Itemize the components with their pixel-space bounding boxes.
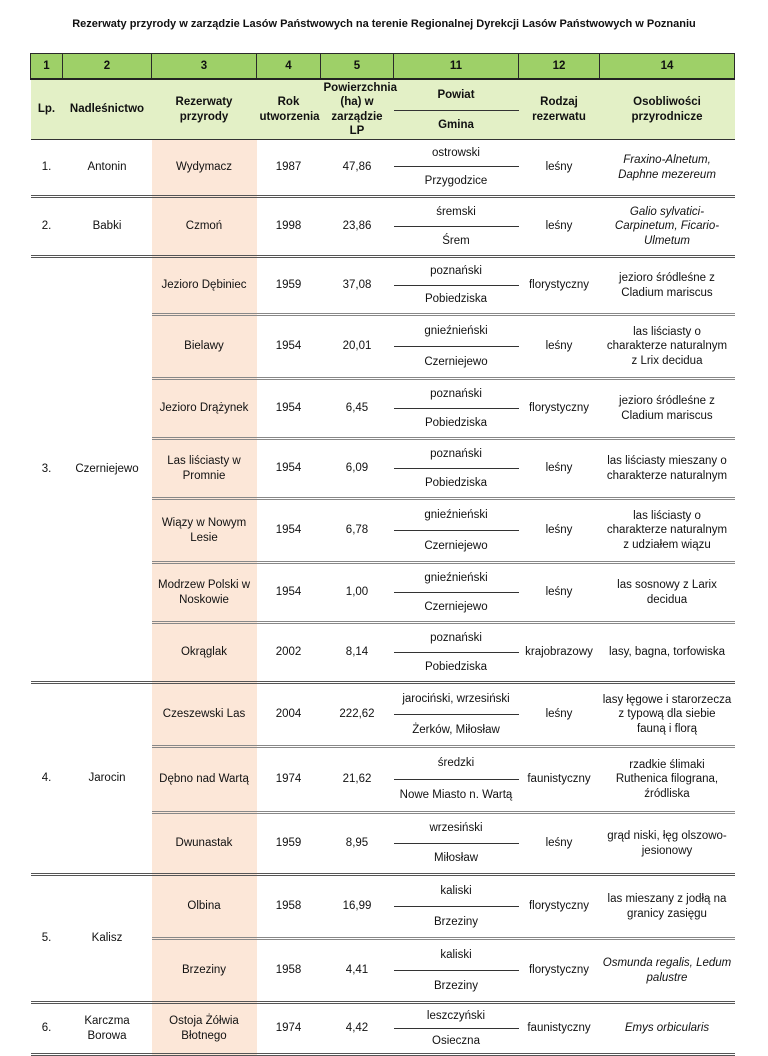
rok-cell: 1959 [257, 813, 321, 875]
gmina-cell: Przygodzice [394, 167, 519, 197]
rezerwat-name: Czeszewski Las [152, 683, 257, 747]
rezerwat-name: Czmoń [152, 197, 257, 257]
powierzchnia-cell: 6,78 [321, 499, 394, 563]
column-number: 11 [394, 54, 519, 80]
powierzchnia-cell: 6,45 [321, 379, 394, 439]
rezerwat-name: Bielawy [152, 315, 257, 379]
osobliwosci-cell: grąd niski, łęg olszowo-jesionowy [600, 813, 735, 875]
header-powierzchnia: Powierzchnia (ha) w zarządzie LP [321, 79, 394, 140]
header-lp: Lp. [31, 79, 63, 140]
gmina-cell: Czerniejewo [394, 593, 519, 623]
powiat-cell: leszczyński [394, 1003, 519, 1029]
rok-cell: 1954 [257, 439, 321, 499]
osobliwosci-cell: las liściasty mieszany o charakterze naturalnym [600, 439, 735, 499]
osobliwosci-cell: lasy, bagna, torfowiska [600, 623, 735, 683]
document-title: Rezerwaty przyrody w zarządzie Lasów Państwowych na terenie Regionalnej Dyrekcji Lasów Państwowych w Poznaniu [72, 18, 696, 30]
osobliwosci-cell: las liściasty o charakterze naturalnym z Lrix decidua [600, 315, 735, 379]
lp-cell: 4. [31, 683, 63, 875]
rezerwat-name: Okrąglak [152, 623, 257, 683]
nadlesnictwo-cell: Karczma Borowa [63, 1003, 152, 1055]
gmina-cell: Brzeziny [394, 907, 519, 939]
rezerwat-name: Wiązy w Nowym Lesie [152, 499, 257, 563]
gmina-cell: Pobiedziska [394, 286, 519, 315]
powiat-cell: wrzesiński [394, 813, 519, 844]
header-powiat: Powiat [394, 79, 519, 111]
osobliwosci-cell: las mieszany z jodłą na granicy zasięgu [600, 875, 735, 939]
gmina-cell: Pobiedziska [394, 469, 519, 499]
header-rodzaj: Rodzaj rezerwatu [519, 79, 600, 140]
table-row [31, 875, 735, 907]
rodzaj-cell: leśny [519, 439, 600, 499]
column-number: 12 [519, 54, 600, 80]
column-number: 14 [600, 54, 735, 80]
osobliwosci-cell: Galio sylvatici-Carpinetum, Ficario-Ulmetum [600, 197, 735, 257]
rok-cell: 2004 [257, 683, 321, 747]
powierzchnia-cell: 47,86 [321, 140, 394, 197]
header-rok: Rok utworzenia [257, 79, 321, 140]
gmina-cell: Nowe Miasto n. Wartą [394, 780, 519, 813]
rok-cell: 1954 [257, 563, 321, 623]
gmina-cell: Czerniejewo [394, 347, 519, 379]
table-row [31, 1003, 735, 1029]
rodzaj-cell: leśny [519, 140, 600, 197]
column-number: 3 [152, 54, 257, 80]
rok-cell: 1958 [257, 939, 321, 1003]
lp-cell: 5. [31, 875, 63, 1003]
rezerwat-name: Wydymacz [152, 140, 257, 197]
gmina-cell: Pobiedziska [394, 653, 519, 683]
rodzaj-cell: krajobrazowy [519, 623, 600, 683]
rodzaj-cell: florystyczny [519, 939, 600, 1003]
column-number: 1 [31, 54, 63, 80]
column-number: 5 [321, 54, 394, 80]
table-row [31, 197, 735, 227]
powiat-cell: poznański [394, 379, 519, 409]
rodzaj-cell: florystyczny [519, 257, 600, 315]
nadlesnictwo-cell: Kalisz [63, 875, 152, 1003]
powierzchnia-cell: 16,99 [321, 875, 394, 939]
rezerwat-name: Jezioro Drążynek [152, 379, 257, 439]
header-rezerwaty: Rezerwaty przyrody [152, 79, 257, 140]
osobliwosci-cell: lasy łęgowe i starorzecza z typową dla siebie fauną i florą [600, 683, 735, 747]
powierzchnia-cell: 1,00 [321, 563, 394, 623]
rodzaj-cell: leśny [519, 197, 600, 257]
powiat-cell: średzki [394, 747, 519, 780]
lp-cell: 1. [31, 140, 63, 197]
gmina-cell: Śrem [394, 227, 519, 257]
gmina-cell: Pobiedziska [394, 409, 519, 439]
rodzaj-cell: florystyczny [519, 379, 600, 439]
osobliwosci-cell: jezioro śródleśne z Cladium mariscus [600, 379, 735, 439]
rok-cell: 1987 [257, 140, 321, 197]
rok-cell: 1974 [257, 1003, 321, 1055]
powiat-cell: jarociński, wrzesiński [394, 683, 519, 715]
rok-cell: 1959 [257, 257, 321, 315]
gmina-cell: Miłosław [394, 844, 519, 875]
column-number-row [31, 54, 735, 80]
lp-cell: 6. [31, 1003, 63, 1055]
rok-cell: 1958 [257, 875, 321, 939]
powiat-cell: kaliski [394, 939, 519, 971]
powierzchnia-cell: 21,62 [321, 747, 394, 813]
reserves-table [30, 53, 735, 1056]
osobliwosci-cell: Fraxino-Alnetum, Daphne mezereum [600, 140, 735, 197]
lp-cell: 2. [31, 197, 63, 257]
rodzaj-cell: leśny [519, 499, 600, 563]
lp-cell: 3. [31, 257, 63, 683]
powierzchnia-cell: 4,42 [321, 1003, 394, 1055]
rezerwat-name: Dębno nad Wartą [152, 747, 257, 813]
osobliwosci-cell: Emys orbicularis [600, 1003, 735, 1055]
rok-cell: 1954 [257, 315, 321, 379]
table-row [31, 140, 735, 167]
rezerwat-name: Olbina [152, 875, 257, 939]
powierzchnia-cell: 23,86 [321, 197, 394, 257]
powiat-cell: kaliski [394, 875, 519, 907]
powiat-cell: poznański [394, 439, 519, 469]
nadlesnictwo-cell: Babki [63, 197, 152, 257]
rok-cell: 1954 [257, 379, 321, 439]
rok-cell: 1954 [257, 499, 321, 563]
rezerwat-name: Ostoja Żółwia Błotnego [152, 1003, 257, 1055]
rodzaj-cell: leśny [519, 563, 600, 623]
powiat-cell: poznański [394, 623, 519, 653]
nadlesnictwo-cell: Czerniejewo [63, 257, 152, 683]
header-gmina: Gmina [394, 111, 519, 140]
rodzaj-cell: leśny [519, 683, 600, 747]
column-number: 4 [257, 54, 321, 80]
rodzaj-cell: leśny [519, 315, 600, 379]
rezerwat-name: Brzeziny [152, 939, 257, 1003]
powierzchnia-cell: 8,95 [321, 813, 394, 875]
rezerwat-name: Jezioro Dębiniec [152, 257, 257, 315]
powiat-cell: gnieźnieński [394, 563, 519, 593]
gmina-cell: Żerków, Miłosław [394, 715, 519, 747]
powiat-cell: gnieźnieński [394, 315, 519, 347]
osobliwosci-cell: Osmunda regalis, Ledum palustre [600, 939, 735, 1003]
rezerwat-name: Dwunastak [152, 813, 257, 875]
powierzchnia-cell: 37,08 [321, 257, 394, 315]
rodzaj-cell: florystyczny [519, 875, 600, 939]
rodzaj-cell: faunistyczny [519, 1003, 600, 1055]
powierzchnia-cell: 4,41 [321, 939, 394, 1003]
rodzaj-cell: faunistyczny [519, 747, 600, 813]
rodzaj-cell: leśny [519, 813, 600, 875]
gmina-cell: Czerniejewo [394, 531, 519, 563]
header-row [31, 79, 735, 111]
rok-cell: 1998 [257, 197, 321, 257]
nadlesnictwo-cell: Antonin [63, 140, 152, 197]
powiat-cell: poznański [394, 257, 519, 286]
rok-cell: 1974 [257, 747, 321, 813]
gmina-cell: Brzeziny [394, 971, 519, 1003]
rezerwat-name: Modrzew Polski w Noskowie [152, 563, 257, 623]
table-row [31, 257, 735, 286]
header-osobliwosci: Osobliwości przyrodnicze [600, 79, 735, 140]
table-row [31, 683, 735, 715]
gmina-cell: Osieczna [394, 1029, 519, 1055]
powierzchnia-cell: 20,01 [321, 315, 394, 379]
header-nadlesnictwo: Nadleśnictwo [63, 79, 152, 140]
osobliwosci-cell: las liściasty o charakterze naturalnym z udziałem wiązu [600, 499, 735, 563]
powiat-cell: gnieźnieński [394, 499, 519, 531]
nadlesnictwo-cell: Jarocin [63, 683, 152, 875]
powierzchnia-cell: 6,09 [321, 439, 394, 499]
rok-cell: 2002 [257, 623, 321, 683]
powiat-cell: ostrowski [394, 140, 519, 167]
rezerwat-name: Las liściasty w Promnie [152, 439, 257, 499]
column-number: 2 [63, 54, 152, 80]
powiat-cell: śremski [394, 197, 519, 227]
osobliwosci-cell: las sosnowy z Larix decidua [600, 563, 735, 623]
powierzchnia-cell: 222,62 [321, 683, 394, 747]
osobliwosci-cell: rzadkie ślimaki Ruthenica filograna, źródliska [600, 747, 735, 813]
powierzchnia-cell: 8,14 [321, 623, 394, 683]
osobliwosci-cell: jezioro śródleśne z Cladium mariscus [600, 257, 735, 315]
